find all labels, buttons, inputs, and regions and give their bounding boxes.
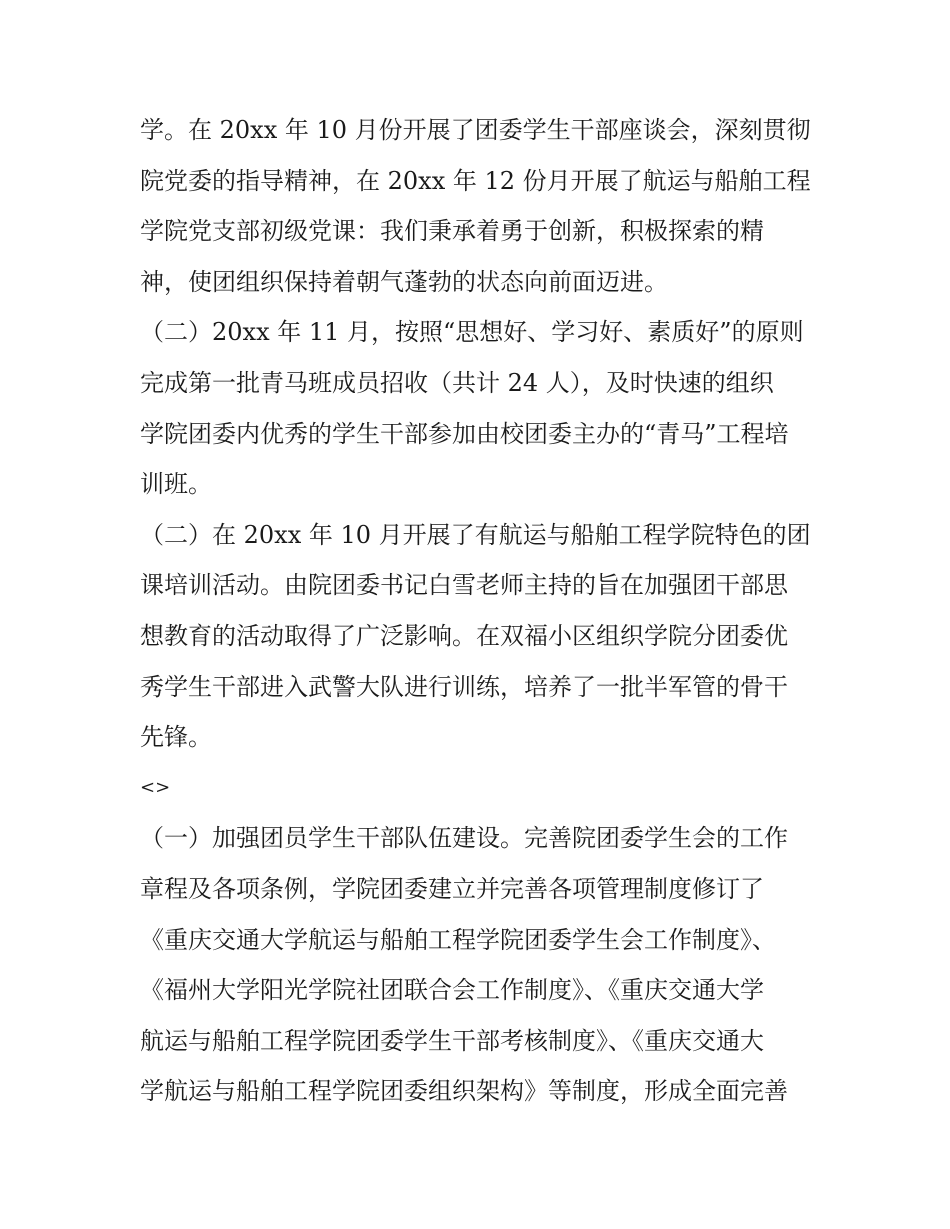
- text-line: 完成第一批青马班成员招收（共计 24 人），及时快速的组织: [140, 368, 774, 397]
- text-line: 《福州大学阳光学院社团联合会工作制度》、《重庆交通大学: [140, 976, 764, 1005]
- text-line: 章程及各项条例，学院团委建立并完善各项管理制度修订了: [140, 874, 764, 903]
- text-line: 秀学生干部进入武警大队进行训练，培养了一批半军管的骨干: [140, 672, 788, 701]
- text-line: 训班。: [140, 470, 212, 499]
- text-line: 学航运与船舶工程学院团委组织架构》等制度，形成全面完善: [140, 1077, 788, 1106]
- text-line: 学院团委内优秀的学生干部参加由校团委主办的“青马”工程培: [140, 419, 789, 448]
- text-line: 院党委的指导精神，在 20xx 年 12 份月开展了航运与船舶工程: [140, 166, 811, 195]
- text-line: 《重庆交通大学航运与船舶工程学院团委学生会工作制度》、: [140, 925, 776, 954]
- text-line: 学。在 20xx 年 10 月份开展了团委学生干部座谈会，深刻贯彻: [140, 116, 811, 144]
- text-line: 神，使团组织保持着朝气蓬勃的状态向前面迈进。: [140, 267, 668, 296]
- text-line: 航运与船舶工程学院团委学生干部考核制度》、《重庆交通大: [140, 1026, 764, 1055]
- document-body: [140, 105, 820, 1117]
- text-line: 想教育的活动取得了广泛影响。在双福小区组织学院分团委优: [140, 621, 788, 650]
- text-line: 学院党支部初级党课：我们秉承着勇于创新，积极探索的精: [140, 217, 764, 246]
- text-line: （二）20xx 年 11 月，按照“思想好、学习好、素质好”的原则: [140, 318, 804, 347]
- text-line: 先锋。: [140, 723, 212, 752]
- text-line: 课培训活动。由院团委书记白雪老师主持的旨在加强团干部思: [140, 571, 788, 600]
- text-line: （二）在 20xx 年 10 月开展了有航运与船舶工程学院特色的团: [140, 520, 811, 549]
- placeholder-marker: <>: [140, 776, 171, 798]
- text-line: （一）加强团员学生干部队伍建设。完善院团委学生会的工作: [140, 824, 788, 853]
